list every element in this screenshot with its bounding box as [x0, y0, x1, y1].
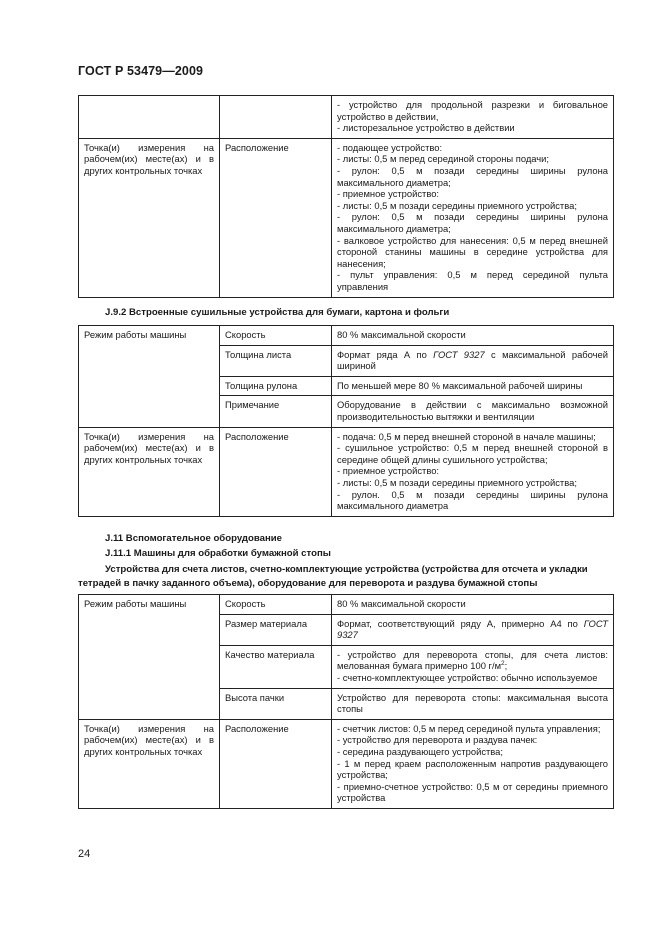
location-label: Расположение — [220, 719, 332, 808]
value-text: с максимальной рабочей шириной — [337, 348, 608, 372]
value-text: Формат ряда А по — [337, 348, 434, 360]
table-drying-devices — [78, 325, 614, 517]
table-paper-stack-machines — [78, 594, 614, 809]
cell-line: - листы: 0,5 м позади середины приемного устройства; — [337, 199, 577, 211]
cell-line: - середина раздувающего устройства; — [337, 745, 504, 757]
param-label: Размер материала — [220, 614, 332, 645]
measurement-points-label: Точка(и) измерения на рабочем(их) месте(ах) и в других контрольных точках — [79, 138, 220, 297]
location-details — [332, 427, 614, 516]
cell-line: - приемное устройство: — [337, 465, 440, 477]
cell-line: - валковое устройство для нанесения: 0,5 м перед внешней стороной станины машины в середине устройства для нанесения; — [337, 234, 608, 269]
param-value — [332, 614, 614, 645]
cell-line: - листы: 0,5 м позади середины приемного устройства; — [337, 476, 577, 488]
cell-line: - счетно-комплектующее устройство: обычно используемое — [337, 671, 598, 683]
param-value: 80 % максимальной скорости — [332, 595, 614, 615]
param-label: Примечание — [220, 396, 332, 427]
param-label: Качество материала — [220, 645, 332, 688]
param-label: Толщина рулона — [220, 376, 332, 396]
cell-line: - устройство для продольной разрезки и биговальное устройство в действии, — [337, 99, 608, 122]
cell-line: - приемно-счетное устройство: 0,5 м от середины приемного устройства — [337, 780, 608, 804]
cell-line — [337, 649, 608, 672]
cell-line: - подача: 0,5 м перед внешней стороной в начале машины; — [337, 430, 596, 442]
cell-line: - подающее устройство: — [337, 141, 443, 153]
table-row — [79, 138, 614, 297]
cell-line: - 1 м перед краем расположенным напротив раздувающего устройства; — [337, 757, 608, 781]
section-heading-j111: J.11.1 Машины для обработки бумажной стопы — [105, 548, 331, 559]
param-label: Высота пачки — [220, 688, 332, 719]
page-number: 24 — [78, 848, 91, 860]
param-value: 80 % максимальной скорости — [332, 326, 614, 346]
cell-line: - сушильное устройство: 0,5 м перед внешней стороной в середине общей длины сушильного устройства; — [337, 442, 608, 465]
table-row — [79, 326, 614, 346]
measurement-points-label: Точка(и) измерения на рабочем(их) месте(ах) и в других контрольных точках — [79, 427, 220, 516]
measurement-points-label: Точка(и) измерения на рабочем(их) месте(ах) и в других контрольных точках — [79, 719, 220, 808]
superscript: 2 — [501, 660, 505, 668]
table-cell — [332, 96, 614, 139]
machine-mode-label: Режим работы машины — [79, 326, 220, 428]
table-row — [79, 595, 614, 615]
cell-line: - листорезальное устройство в действии — [337, 122, 515, 134]
param-label: Скорость — [220, 595, 332, 615]
standard-reference: ГОСТ 9327 — [337, 617, 608, 641]
table-cell — [79, 96, 220, 139]
cell-line: - листы: 0,5 м перед серединой стороны подачи; — [337, 153, 550, 165]
cell-line: - счетчик листов: 0,5 м перед серединой пульта управления; — [337, 722, 601, 734]
cell-line: - рулон. 0,5 м позади середины ширины рулона максимального диаметра — [337, 488, 608, 512]
param-label: Толщина листа — [220, 345, 332, 376]
location-details — [332, 719, 614, 808]
section-heading-j11: J.11 Вспомогательное оборудование — [105, 533, 283, 544]
param-label: Скорость — [220, 326, 332, 346]
value-text: - устройство для переворота стопы, для счета листов: мелованная бумага примерно 100 г/м — [337, 648, 608, 672]
document-code: ГОСТ Р 53479—2009 — [78, 64, 204, 78]
machine-mode-label: Режим работы машины — [79, 595, 220, 720]
location-label: Расположение — [220, 427, 332, 516]
table-row — [79, 96, 614, 139]
value-text: ; — [504, 660, 508, 672]
param-value — [332, 645, 614, 688]
standard-reference: ГОСТ 9327 — [433, 348, 485, 360]
table-cell — [220, 96, 332, 139]
param-value: По меньшей мере 80 % максимальной рабочей ширины — [332, 376, 614, 396]
value-text: Формат, соответствующий ряду А, примерно А4 по — [337, 617, 584, 629]
cell-line: - устройство для переворота и раздува пачек: — [337, 734, 538, 746]
param-value: Устройство для переворота стопы: максимальная высота стопы — [332, 688, 614, 719]
section-paragraph: Устройства для счета листов, счетно-комплектующие устройства (устройства для отсчета и укладки тетрадей в пачку заданного объема), оборудование для переворота и раздува бумажной стопы — [78, 564, 588, 589]
table-row — [79, 427, 614, 516]
table-continuation — [78, 95, 614, 298]
param-value: Оборудование в действии с максимально возможной производительностью вытяжки и вентиляции — [332, 396, 614, 427]
location-details — [332, 138, 614, 297]
cell-line: - приемное устройство: — [337, 188, 440, 200]
location-label: Расположение — [220, 138, 332, 297]
table-row — [79, 719, 614, 808]
cell-line: - пульт управления: 0,5 м перед серединой пульта управления — [337, 269, 608, 292]
section-heading-j92: J.9.2 Встроенные сушильные устройства для бумаги, картона и фольги — [105, 307, 450, 318]
cell-line: - рулон: 0,5 м позади середины ширины рулона максимального диаметра; — [337, 211, 608, 234]
cell-line: - рулон: 0,5 м позади середины ширины рулона максимального диаметра; — [337, 164, 608, 188]
param-value — [332, 345, 614, 376]
